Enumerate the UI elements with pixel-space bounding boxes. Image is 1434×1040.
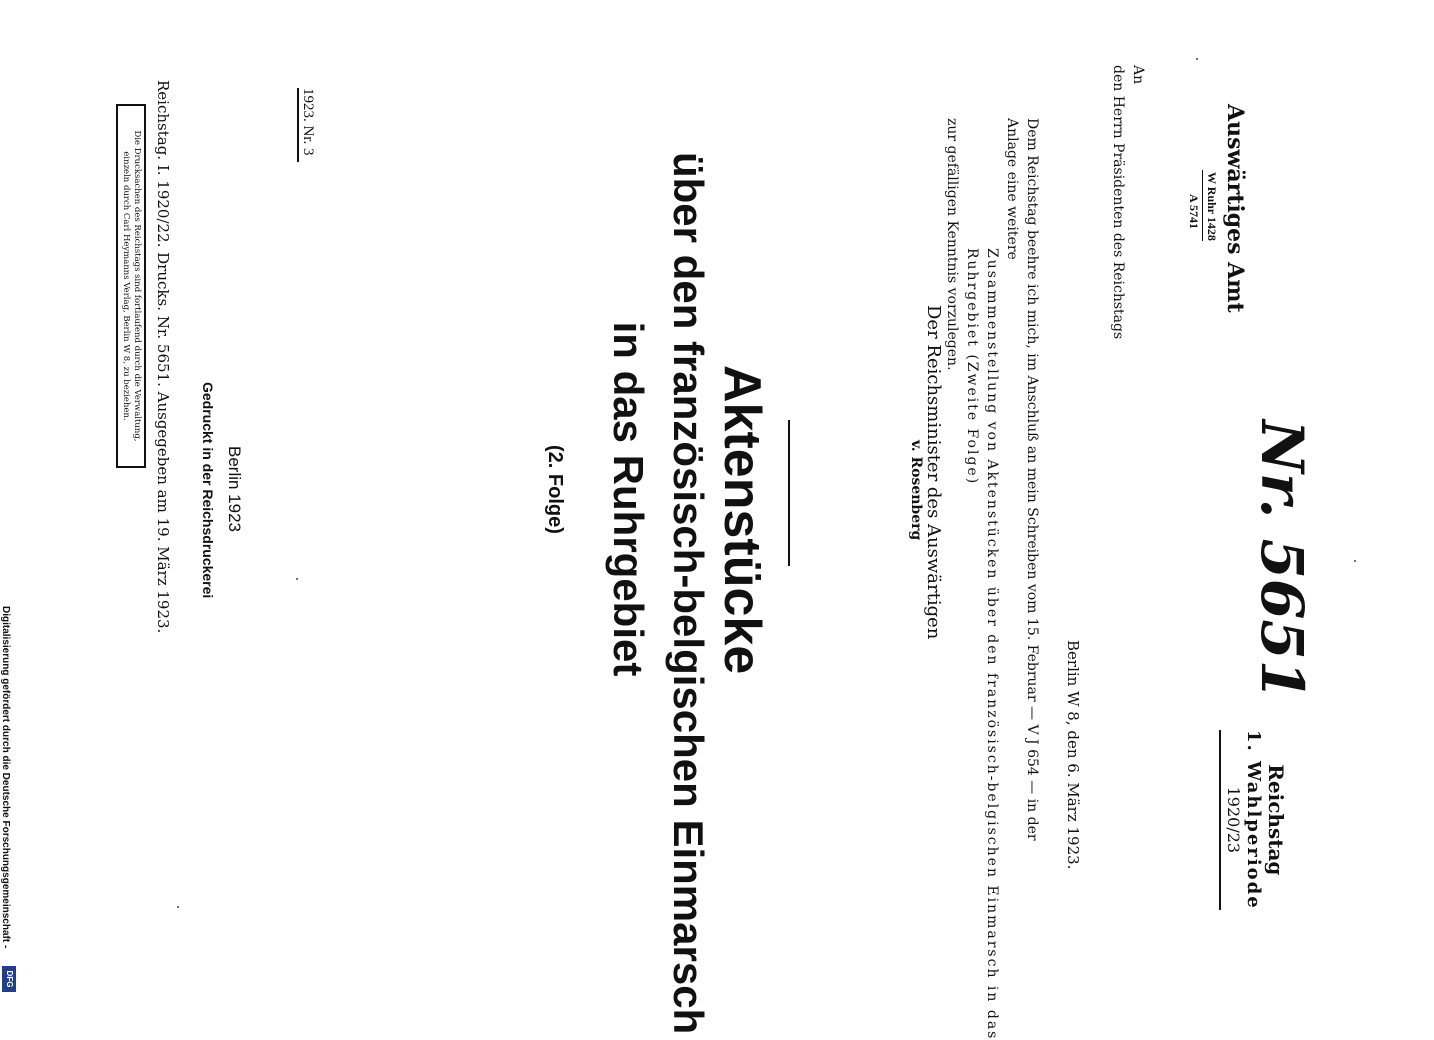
dateline: Berlin W 8, den 6. März 1923.	[1064, 640, 1082, 870]
year-reference: 1923. Nr. 3	[297, 88, 316, 162]
main-title-line-1: Aktenstücke	[713, 365, 771, 675]
main-title-line-4: (2. Folge)	[544, 445, 566, 534]
letter-line-5: zur gefälligen Kenntnis vorzulegen.	[944, 118, 960, 371]
addressee-line-1: An	[1130, 65, 1146, 85]
notice-line-2: einzeln durch Carl Heymanns Verlag, Berlin W 8, zu beziehen.	[121, 151, 131, 421]
letter-line-1: Dem Reichstag beehre ich mich, im Anschluß an mein Schreiben vom 15. Februar — V J 654 — in der	[1024, 118, 1040, 841]
wahlperiode-years: 1920/23	[1219, 730, 1243, 910]
office-name: Auswärtiges Amt	[1222, 104, 1248, 313]
office-ref-1: W Ruhr 1428	[1205, 172, 1219, 241]
reichstag-title: Reichstag	[1264, 764, 1288, 876]
imprint-city-year: Berlin 1923	[225, 446, 244, 533]
letter-line-4: Ruhrgebiet (Zweite Folge)	[964, 248, 980, 486]
dfg-logo: DFG	[5, 970, 14, 988]
signature-title: Der Reichsminister des Auswärtigen	[923, 305, 944, 640]
imprint-printer: Gedruckt in der Reichsdruckerei	[200, 382, 216, 599]
signature-name: v. Rosenberg	[908, 440, 924, 541]
addressee-line-2: den Herrn Präsidenten des Reichstags	[1110, 65, 1126, 340]
notice-line-1: Die Drucksachen des Reichstags sind fortlaufend durch die Verwaltung,	[132, 130, 142, 442]
letter-line-2: Anlage eine weitere	[1004, 118, 1020, 260]
main-title-line-3: in das Ruhrgebiet	[605, 321, 652, 677]
wahlperiode: 1. Wahlperiode	[1243, 730, 1264, 910]
letter-line-3: Zusammenstellung von Aktenstücken über den französisch-belgischen Einmarsch in das	[984, 248, 1000, 1040]
digitization-credit: Digitalisierung gefördert durch die Deutsche Forschungsgemeinschaft -	[0, 606, 11, 949]
document-number: Nr. 5651	[1248, 420, 1316, 701]
footer-line: Reichstag. I. 1920/22. Drucks. Nr. 5651. Ausgegeben am 19. März 1923.	[154, 80, 172, 634]
main-title-line-2: über den französisch-belgischen Einmarsch	[665, 152, 712, 1035]
office-ref-2: A 5741	[1185, 170, 1203, 241]
